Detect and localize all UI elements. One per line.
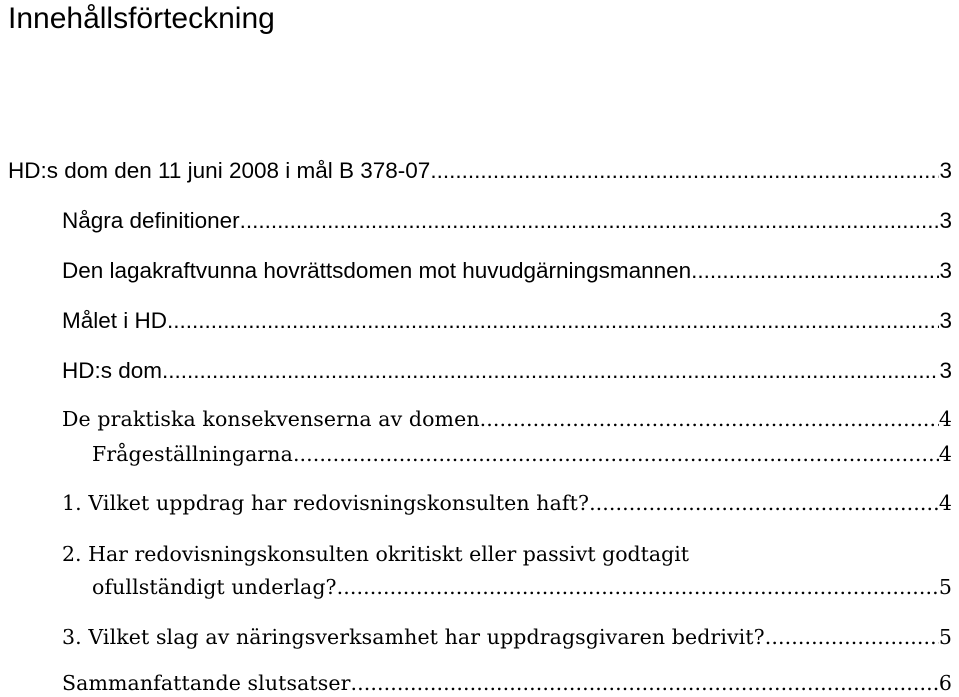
toc-entry-nagra-definitioner[interactable] — [62, 207, 952, 235]
toc-leader-dots — [351, 669, 939, 697]
toc-entry-sammanfattande-slutsatser[interactable] — [62, 669, 952, 697]
toc-leader-dots — [162, 357, 939, 385]
toc-entry-page: 5 — [938, 575, 952, 599]
toc-leader-dots — [765, 623, 939, 651]
toc-entry-page: 4 — [938, 491, 952, 515]
toc-entry-fraga-3[interactable] — [62, 623, 952, 651]
toc-entry-title: HD:s dom den 11 juni 2008 i mål B 378-07 — [8, 158, 431, 183]
toc-entry-hovrattsdomen[interactable] — [62, 257, 952, 285]
toc-entry-page: 3 — [939, 358, 952, 383]
toc-entry-page: 3 — [939, 208, 952, 233]
toc-entry-title: Sammanfattande slutsatser — [62, 671, 351, 695]
toc-entry-hd-dom[interactable] — [62, 357, 952, 385]
toc-entry-fraga-1[interactable] — [62, 489, 952, 517]
toc-entry-title: De praktiska konsekvenserna av domen — [62, 407, 480, 431]
toc-entry-title: HD:s dom — [62, 358, 163, 383]
toc-entry-title: 3. Vilket slag av näringsverksamhet har uppdragsgivaren bedrivit? — [62, 625, 765, 649]
toc-entry-page: 3 — [939, 258, 952, 283]
toc-leader-dots — [337, 573, 939, 601]
page-title: Innehållsförteckning — [8, 2, 275, 35]
toc-entry-title: 1. Vilket uppdrag har redovisningskonsulten haft? — [62, 491, 590, 515]
toc-entry-page: 3 — [939, 158, 952, 183]
toc-entry-title: Frågeställningarna — [92, 442, 293, 466]
toc-entry-praktiska-konsekvenser[interactable] — [62, 405, 952, 433]
toc-entry-fraga-2-line1[interactable]: 2. Har redovisningskonsulten okritiskt eller passivt godtagit — [62, 542, 690, 566]
toc-entry-fraga-2[interactable] — [92, 573, 952, 601]
toc-entry-title: ofullständigt underlag? — [92, 575, 337, 599]
toc-leader-dots — [293, 440, 939, 468]
toc-entry-title: Några definitioner — [62, 208, 240, 233]
toc-leader-dots — [167, 307, 939, 335]
toc-leader-dots — [691, 257, 939, 285]
toc-entry-page: 4 — [938, 407, 952, 431]
toc-entry-page: 3 — [939, 308, 952, 333]
toc-entry-page: 5 — [938, 625, 952, 649]
toc-entry-hd-dom-2008[interactable] — [8, 157, 952, 185]
toc-entry-title: Den lagakraftvunna hovrättsdomen mot huvudgärningsmannen — [62, 258, 692, 283]
toc-entry-fragestallningarna[interactable] — [92, 440, 952, 468]
toc-entry-page: 4 — [938, 442, 952, 466]
toc-leader-dots — [480, 405, 939, 433]
toc-leader-dots — [240, 207, 940, 235]
toc-entry-title: Målet i HD — [62, 308, 168, 333]
toc-leader-dots — [589, 489, 939, 517]
toc-entry-page: 6 — [938, 671, 952, 695]
toc-entry-malet-i-hd[interactable] — [62, 307, 952, 335]
toc-leader-dots — [430, 157, 939, 185]
